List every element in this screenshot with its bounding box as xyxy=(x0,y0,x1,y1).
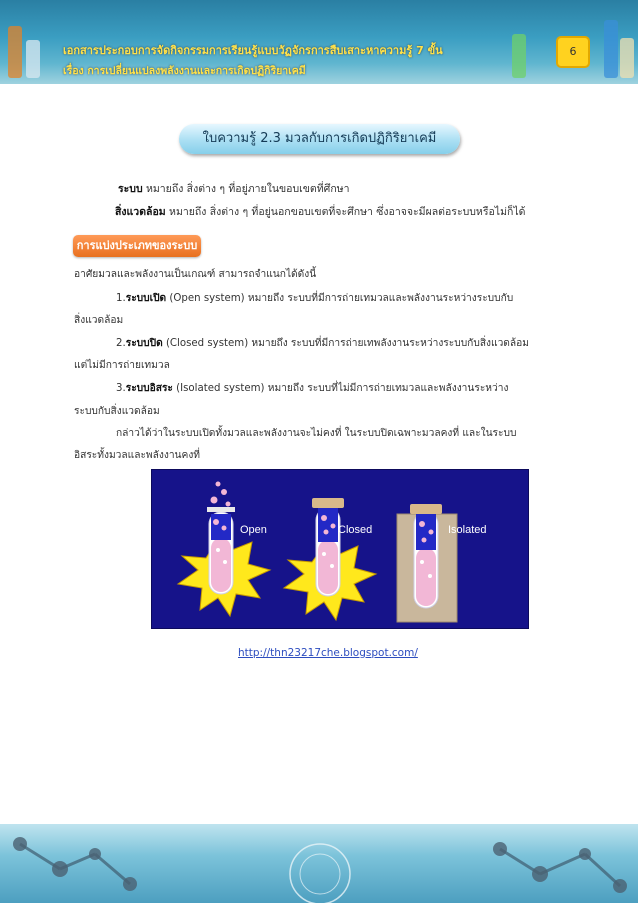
summary-text-cont: อิสระทั้งมวลและพลังงานคงที่ xyxy=(74,450,201,461)
page-number-badge: 6 xyxy=(556,36,590,68)
flask-decoration xyxy=(604,20,618,78)
closed-system-tube xyxy=(284,498,376,620)
intro-text: อาศัยมวลและพลังงานเป็นเกณฑ์ สามารถจำแนกได้ดังนี้ xyxy=(74,269,317,280)
page-title: ใบความรู้ 2.3 มวลกับการเกิดปฏิกิริยาเคมี xyxy=(179,124,460,154)
open-system-tube xyxy=(178,482,270,617)
item-isolated-system-cont: ระบบกับสิ่งแวดล้อม xyxy=(74,406,160,417)
item-number: 1. xyxy=(116,293,126,304)
item-text: (Isolated system) หมายถึง ระบบที่ไม่มีการถ่ายเทมวลและพลังงานระหว่าง xyxy=(172,383,509,394)
flask-decoration xyxy=(26,40,40,78)
source-link[interactable]: http://thn23217che.blogspot.com/ xyxy=(238,647,418,659)
flask-decoration xyxy=(620,38,634,78)
header-banner xyxy=(0,0,638,84)
header-subtitle: เรื่อง การเปลี่ยนแปลงพลังงานและการเกิดปฏิกิริยาเคมี xyxy=(63,65,306,77)
item-number: 2. xyxy=(116,338,126,349)
header-title: เอกสารประกอบการจัดกิจกรรมการเรียนรู้แบบวัฏจักรการสืบเสาะหาความรู้ 7 ขั้น xyxy=(63,44,443,57)
definition-system xyxy=(118,180,350,197)
footer-banner xyxy=(0,824,638,903)
section-heading: การแบ่งประเภทของระบบ xyxy=(73,235,201,257)
label-open: Open xyxy=(240,524,267,536)
item-text: (Closed system) หมายถึง ระบบที่มีการถ่ายเทพลังงานระหว่างระบบกับสิ่งแวดล้อม xyxy=(162,338,529,349)
item-open-system-cont: สิ่งแวดล้อม xyxy=(74,315,124,326)
summary-text: กล่าวได้ว่าในระบบเปิดทั้งมวลและพลังงานจะไม่คงที่ ในระบบปิดเฉพาะมวลคงที่ และในระบบ xyxy=(116,428,517,439)
item-open-system xyxy=(116,290,513,306)
definition-environment xyxy=(115,203,525,220)
systems-illustration xyxy=(151,469,529,629)
item-isolated-system xyxy=(116,380,508,396)
flask-decoration xyxy=(512,34,526,78)
label-closed: Closed xyxy=(338,524,373,536)
isolated-system-tube xyxy=(397,504,487,622)
item-closed-system xyxy=(116,335,529,351)
item-text: (Open system) หมายถึง ระบบที่มีการถ่ายเทมวลและพลังงานระหว่างระบบกับ xyxy=(166,293,514,304)
definition-text: หมายถึง สิ่งต่าง ๆ ที่อยู่ภายในขอบเขตที่ศึกษา xyxy=(142,183,350,195)
definition-text: หมายถึง สิ่งต่าง ๆ ที่อยู่นอกขอบเขตที่จะศึกษา ซึ่งอาจจะมีผลต่อระบบหรือไม่ก็ได้ xyxy=(165,206,526,218)
item-term: ระบบเปิด xyxy=(125,293,167,304)
definition-term: สิ่งแวดล้อม xyxy=(115,206,166,218)
label-isolated: Isolated xyxy=(448,524,487,536)
item-closed-system-cont: แต่ไม่มีการถ่ายเทมวล xyxy=(74,360,170,371)
item-term: ระบบอิสระ xyxy=(125,383,173,394)
item-number: 3. xyxy=(116,383,126,394)
item-term: ระบบปิด xyxy=(125,338,163,349)
definition-term: ระบบ xyxy=(118,183,143,195)
systems-illustration-svg xyxy=(152,470,528,628)
molecule-decoration xyxy=(0,824,638,903)
flask-decoration xyxy=(8,26,22,78)
